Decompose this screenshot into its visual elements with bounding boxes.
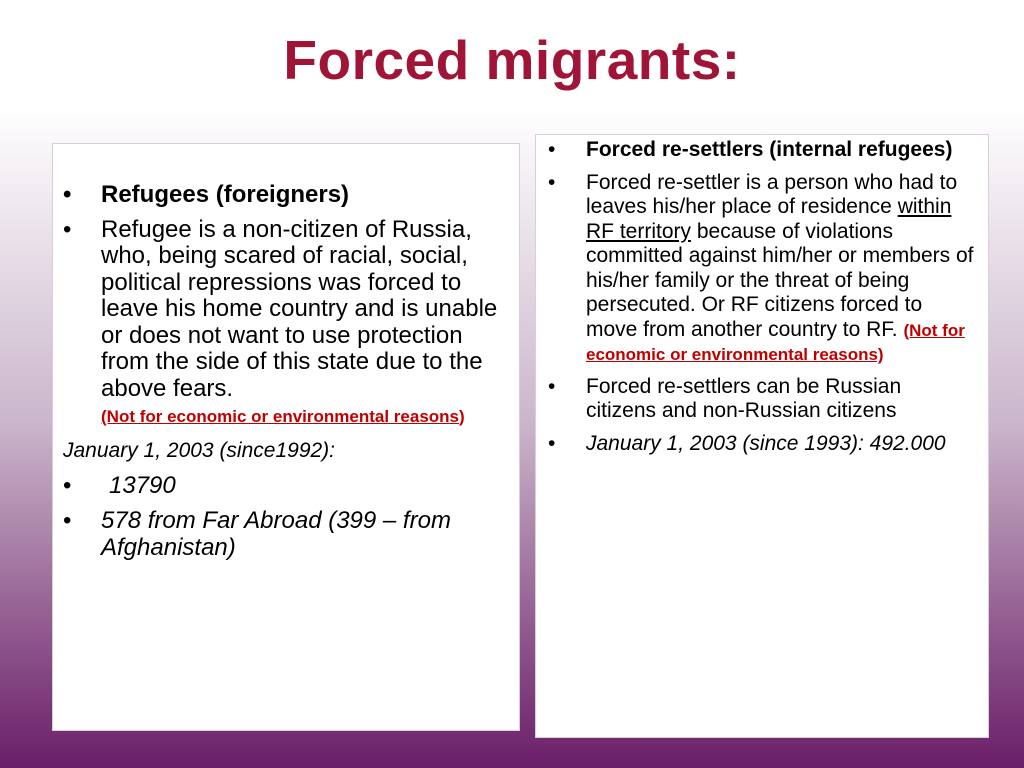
resettler-date-text: January 1, 2003 (since 1993): 492.000: [586, 431, 946, 455]
bullet: •: [63, 215, 72, 243]
slide-title: Forced migrants:: [283, 29, 741, 91]
resettler-citizens-text: Forced re-settlers can be Russian citizens and non-Russian citizens: [586, 374, 902, 422]
resettlers-heading: [548, 138, 976, 163]
resettler-definition-part1: Forced re-settler is a person who had to leaves his/her place of residence: [586, 170, 958, 218]
refugee-count-text: 13790: [109, 471, 176, 499]
resettler-exclusion-note: (Not for economic or environmental reasons): [586, 320, 965, 364]
refugee-far-abroad-text: 578 from Far Abroad (399 – from Afghanistan): [101, 507, 451, 561]
rf-territory-underlined: within RF territory: [586, 195, 952, 243]
refugee-exclusion-note: (Not for economic or environmental reasons: [101, 407, 460, 426]
resettler-citizens: [548, 375, 976, 424]
resettlers-list: [548, 138, 976, 456]
refugees-heading-text: Refugees (foreigners): [101, 181, 350, 208]
bullet: •: [548, 138, 556, 161]
refugee-definition-text: Refugee is a non-citizen of Russia, who, being scared of racial, social, political repressions was forced to leave his home country and is unable or does not want to use protection from the side of this state due to the above fears.: [101, 215, 498, 402]
bullet: •: [548, 170, 556, 194]
resettler-definition: [548, 171, 976, 367]
refugee-definition: [63, 217, 501, 429]
bullet: •: [548, 431, 556, 455]
refugees-list: [63, 182, 501, 429]
bullet: •: [63, 507, 72, 534]
refugees-panel: [52, 143, 520, 731]
bullet: •: [63, 471, 72, 499]
refugee-date-line: January 1, 2003 (since1992):: [63, 438, 336, 462]
resettlers-panel: [535, 134, 989, 738]
refugee-far-abroad: [63, 508, 501, 561]
refugee-note-close: ): [459, 407, 465, 426]
resettler-definition-part2: because of violations committed against him/her or members of his/her family or the threat of being persecuted. Or RF citizens forced to move from another country to RF.: [586, 219, 974, 341]
refugee-stats-list: [63, 473, 501, 562]
bullet: •: [63, 181, 72, 208]
resettlers-heading-text: Forced re-settlers (internal refugees): [586, 138, 953, 161]
resettler-date-line: [548, 432, 976, 457]
bullet: •: [548, 374, 556, 398]
refugees-heading: [63, 182, 501, 209]
refugee-count: [63, 473, 501, 500]
